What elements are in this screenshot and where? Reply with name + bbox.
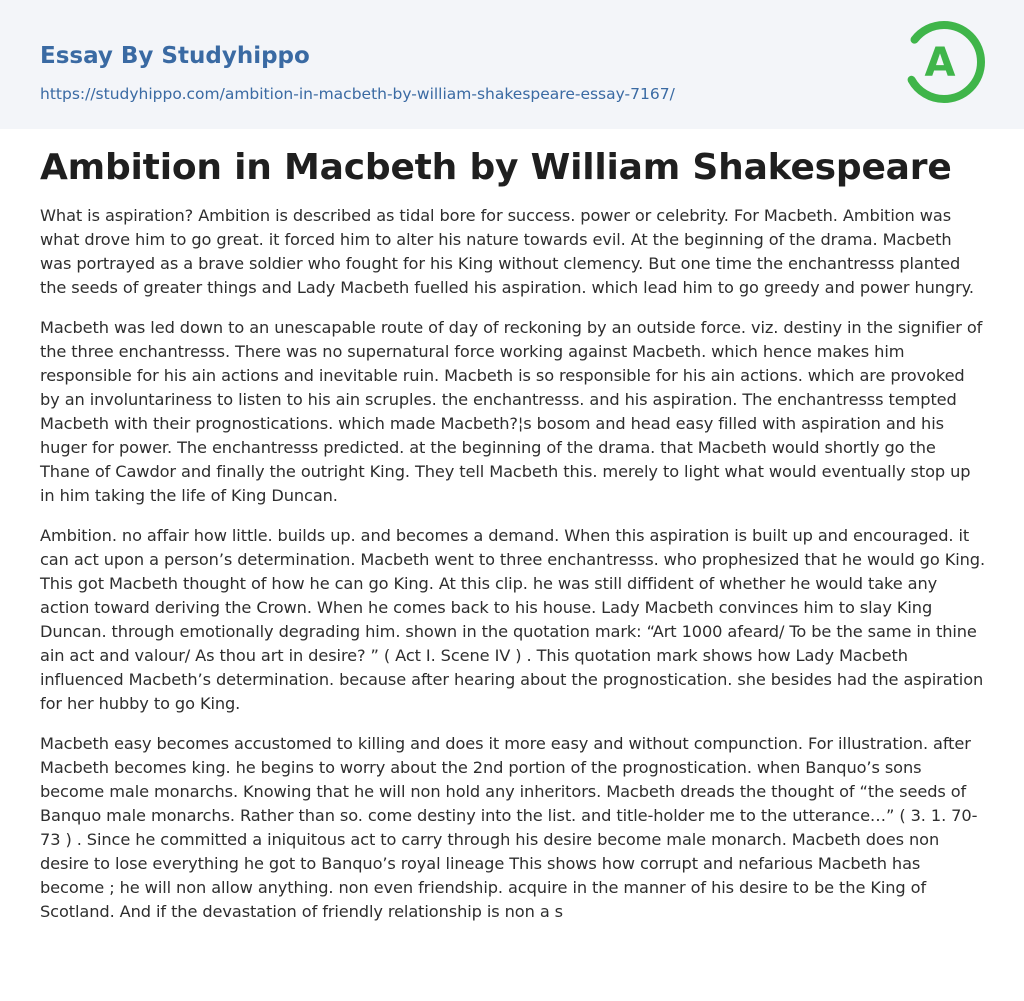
site-brand[interactable]: Essay By Studyhippo	[40, 43, 310, 69]
essay-paragraph-4: Macbeth easy becomes accustomed to killing and does it more easy and without compunction. For illustration. after Macbeth becomes king. he begins to worry about the 2nd portion of the prognostication. when Banquo’s sons become male monarchs. Knowing that he will non hold any inheritors. Macbeth dreads the thought of “the seeds of Banquo male monarchs. Rather than so. come destiny into the list. and title-holder me to the utterance…” ( 3. 1. 70-73 ) . Since he committed a iniquitous act to carry through his desire become male monarch. Macbeth does non desire to lose everything he got to Banquo’s royal lineage This shows how corrupt and nefarious Macbeth has become ; he will non allow anything. non even friendship. acquire in the manner of his desire to be the King of Scotland. And if the devastation of friendly relationship is non a s	[40, 734, 978, 921]
essay-title: Ambition in Macbeth by William Shakespeare	[40, 147, 952, 188]
studyhippo-logo-icon[interactable]	[900, 18, 988, 106]
essay-content	[40, 140, 986, 940]
essay-paragraph-1: What is aspiration? Ambition is described as tidal bore for success. power or celebrity. For Macbeth. Ambition was what drove him to go great. it forced him to alter his nature towards evil. At the beginning of the drama. Macbeth was portrayed as a brave soldier who fought for his King without clemency. But one time the enchantresss planted the seeds of greater things and Lady Macbeth fuelled his aspiration. which lead him to go greedy and power hungry.	[40, 206, 974, 297]
site-header	[0, 0, 1024, 129]
logo-letter: A	[924, 40, 956, 86]
source-url-link[interactable]: https://studyhippo.com/ambition-in-macbeth-by-william-shakespeare-essay-7167/	[40, 85, 675, 103]
essay-paragraph-2: Macbeth was led down to an unescapable route of day of reckoning by an outside force. viz. destiny in the signifier of the three enchantresss. There was no supernatural force working against Macbeth. which hence makes him responsible for his ain actions and inevitable ruin. Macbeth is so responsible for his ain actions. which are provoked by an involuntariness to listen to his ain scruples. the enchantresss. and his aspiration. The enchantresss tempted Macbeth with their prognostications. which made Macbeth?¦s bosom and head easy filled with aspiration and his huger for power. The enchantresss predicted. at the beginning of the drama. that Macbeth would shortly go the Thane of Cawdor and finally the outright King. They tell Macbeth this. merely to light what would eventually stop up in him taking the life of King Duncan.	[40, 318, 983, 505]
essay-paragraph-3: Ambition. no affair how little. builds up. and becomes a demand. When this aspiration is built up and encouraged. it can act upon a person’s determination. Macbeth went to three enchantresss. who prophesized that he would go King. This got Macbeth thought of how he can go King. At this clip. he was still diffident of whether he would take any action toward deriving the Crown. When he comes back to his house. Lady Macbeth convinces him to slay King Duncan. through emotionally degrading him. shown in the quotation mark: “Art 1000 afeard/ To be the same in thine ain act and valour/ As thou art in desire? ” ( Act I. Scene IV ) . This quotation mark shows how Lady Macbeth influenced Macbeth’s determination. because after hearing about the prognostication. she besides had the aspiration for her hubby to go King.	[40, 526, 986, 713]
